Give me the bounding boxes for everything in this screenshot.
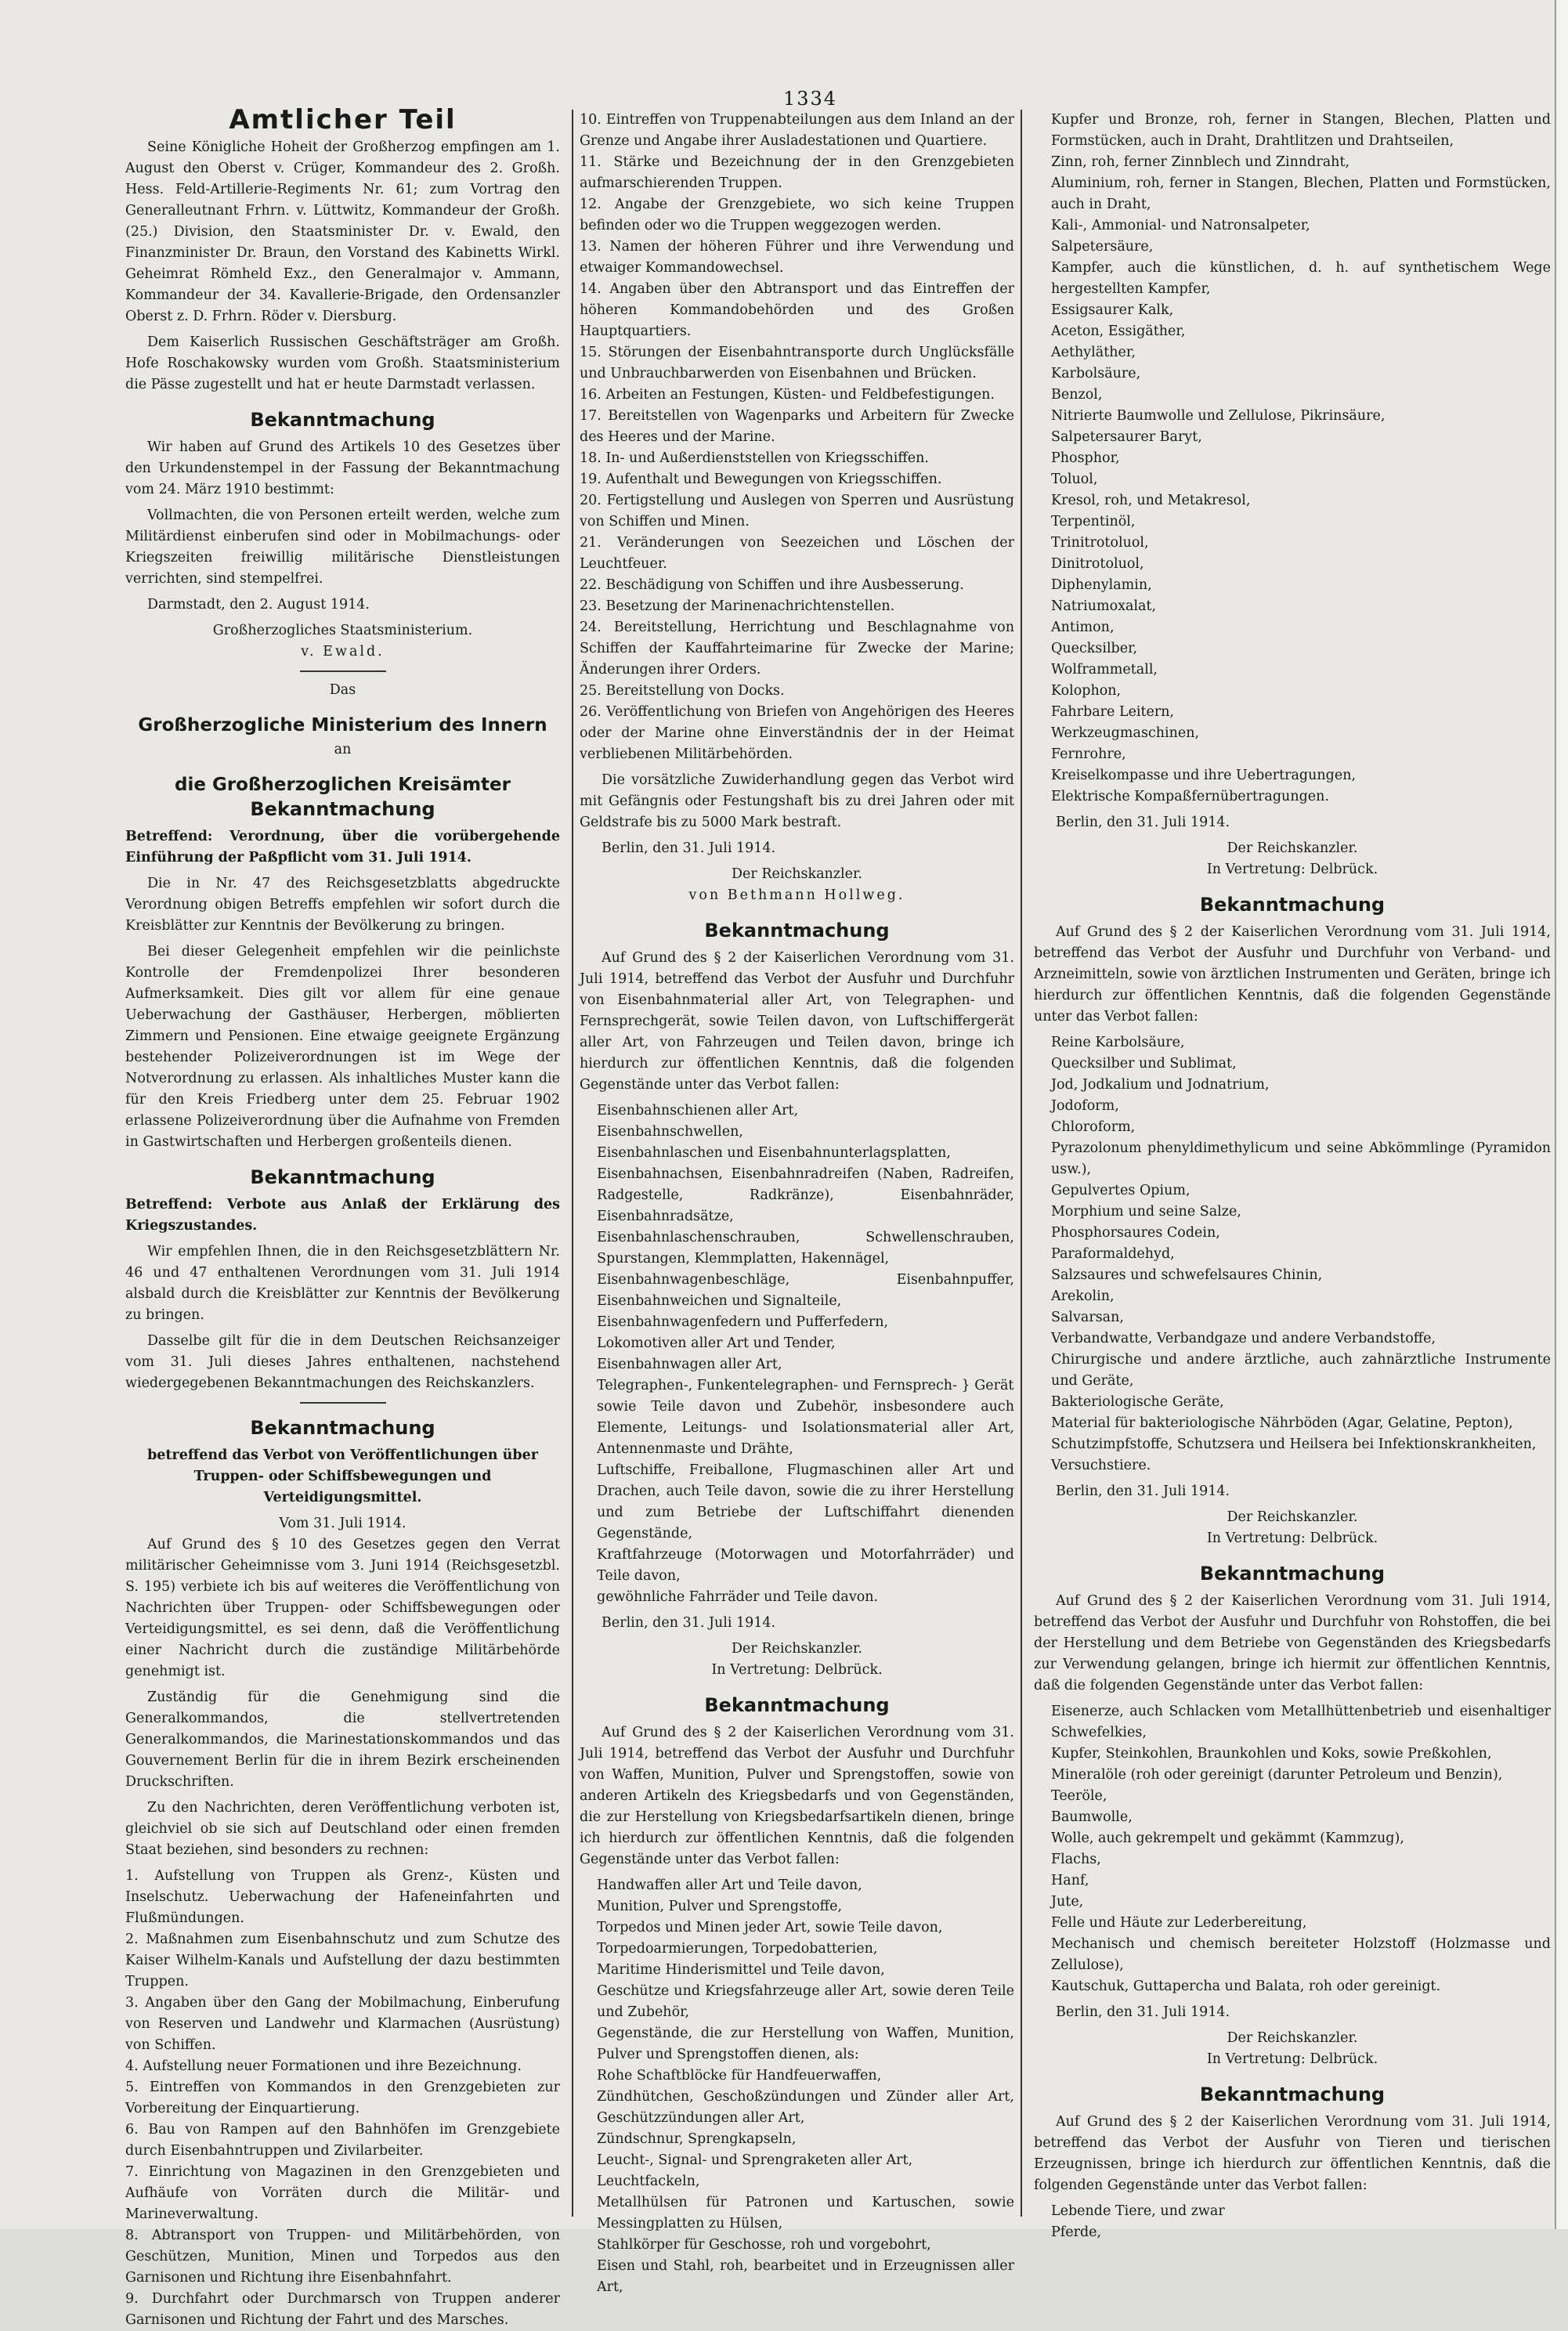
notice-heading: Bekanntmachung: [1199, 2083, 1386, 2105]
list-item: Kreiselkompasse und ihre Uebertragungen,: [1051, 768, 1357, 783]
list-item: Luftschiffe, Freiballone, Flugmaschinen aller Art und Drachen, auch Teile davon, sowie die zu ihrer Herstellung und zum Betriebe der Luftschiffahrt dienenden Gegenstände,: [597, 1462, 1014, 1541]
notice-signature: v. Ewald.: [301, 644, 385, 660]
list-item: Zündschnur, Sprengkapseln,: [597, 2131, 797, 2147]
list-item: Jodoform,: [1051, 1098, 1119, 1114]
list-item: 16. Arbeiten an Festungen, Küsten- und Feldbefestigungen.: [580, 387, 995, 403]
list-item: Metallhülsen für Patronen und Kartuschen, sowie Messingplatten zu Hülsen,: [597, 2195, 1014, 2232]
notice-signature: In Vertretung: Delbrück.: [711, 1662, 883, 1678]
list-item: 2. Maßnahmen zum Eisenbahnschutz und zum Schutze des Kaiser Wilhelm-Kanals und Aufstellung der dazu bestimmten Truppen.: [125, 1932, 560, 1989]
list-item: Reine Karbolsäure,: [1051, 1035, 1185, 1050]
list-item: Salvarsan,: [1051, 1310, 1124, 1325]
notice-text: Die in Nr. 47 des Reichsgesetzblatts abgedruckte Verordnung obigen Betreffs empfehlen wir sofort durch die Kreisblätter zur Kenntnis der Bevölkerung zu bringen.: [125, 876, 560, 934]
notice-signature: In Vertretung: Delbrück.: [1206, 862, 1378, 877]
list-item: Kolophon,: [1051, 683, 1122, 699]
list-item: Gegenstände, die zur Herstellung von Waffen, Munition, Pulver und Sprengstoffen dienen, als:: [597, 2026, 1014, 2062]
list-item: 24. Bereitstellung, Herrichtung und Beschlagnahme von Schiffen der Kauffahrteimarine für Zwecke der Marine; Änderungen ihrer Orders.: [580, 620, 1014, 678]
list-item: 25. Bereitstellung von Docks.: [580, 683, 785, 699]
notice-date: Berlin, den 31. Juli 1914.: [602, 840, 776, 856]
list-item: Fahrbare Leitern,: [1051, 704, 1175, 720]
list-item: 10. Eintreffen von Truppenabteilungen aus dem Inland an der Grenze und Angabe ihrer Ausladestationen und Quartiere.: [580, 112, 1014, 149]
list-item: Kraftfahrzeuge (Motorwagen und Motorfahrräder) und Teile davon,: [597, 1547, 1014, 1584]
list-item: 4. Aufstellung neuer Formationen und ihre Bezeichnung.: [125, 2058, 522, 2074]
notice-text: Auf Grund des § 2 der Kaiserlichen Verordnung vom 31. Juli 1914, betreffend das Verbot der Ausfuhr und Durchfuhr von Waffen, Munition, Pulver und Sprengstoffen, sowie von anderen Artikeln des Kriegsbedarfs und von Gegenständen, die zur Herstellung von Kriegsbedarfsartikeln dienen, bringe ich hierdurch zur öffentlichen Kenntnis, daß die folgenden Gegenstände unter das Verbot fallen:: [580, 1725, 1014, 1867]
notice-subject: betreffend das Verbot von Veröffentlichungen über Truppen- oder Schiffsbewegungen und Verteidigungsmittel.: [147, 1447, 538, 1505]
list-item: Hanf,: [1051, 1873, 1089, 1888]
list-item: Wolframmetall,: [1051, 662, 1158, 678]
list-item: Kupfer und Bronze, roh, ferner in Stangen, Blechen, Platten und Formstücken, auch in Draht, Drahtlitzen und Drahtseilen,: [1051, 112, 1551, 149]
list-item: 15. Störungen der Eisenbahntransporte durch Unglücksfälle und Unbrauchbarwerden von Eisenbahnen und Brücken.: [580, 345, 1014, 381]
list-item: Flachs,: [1051, 1852, 1101, 1867]
list-item: 6. Bau von Rampen auf den Bahnhöfen im Grenzgebiete durch Eisenbahntruppen und Zivilarbeiter.: [125, 2122, 560, 2159]
ministry-article: Das: [329, 682, 356, 698]
court-news: Seine Königliche Hoheit der Großherzog empfingen am 1. August den Oberst v. Crüger, Kommandeur des 2. Großh. Hess. Feld-Artillerie-Regiments Nr. 61; zum Vortrag den Generalleutnant Frhrn. v. Lüttwitz, Kommandeur der Großh. (25.) Division, den Staatsminister Dr. v. Ewald, den Finanzminister Dr. Braun, den Vorstand des Kabinetts Wirkl. Geheimrat Römheld Exz., den Generalmajor v. Ammann, Kommandeur der 34. Kavallerie-Brigade, den Ordensanzler Oberst z. D. Frhrn. Röder v. Diersburg.: [125, 139, 560, 324]
restricted-news-list-cont: [580, 110, 1014, 765]
list-item: Morphium und seine Salze,: [1051, 1204, 1241, 1220]
notice-text: Vollmachten, die von Personen erteilt werden, welche zum Militärdienst einberufen sind oder in Mobilmachungs- oder Kriegszeiten freiwillig militärische Dienstleistungen verrichten, sind stempelfrei.: [125, 508, 560, 587]
notice-heading: Bekanntmachung: [250, 1166, 435, 1188]
russian-envoy-note: Dem Kaiserlich Russischen Geschäftsträger am Großh. Hofe Roschakowsky wurden vom Großh. Staatsministerium die Pässe zugestellt und hat er heute Darmstadt verlassen.: [125, 334, 560, 392]
list-item: Pferde,: [1051, 2224, 1102, 2240]
list-item: Stahlkörper für Geschosse, roh und vorgebohrt,: [597, 2237, 931, 2253]
list-item: Leucht-, Signal- und Sprengraketen aller Art,: [597, 2152, 913, 2168]
notice-office: Der Reichskanzler.: [732, 1641, 862, 1657]
column-2: [572, 110, 1022, 2295]
notice-text: Auf Grund des § 2 der Kaiserlichen Verordnung vom 31. Juli 1914, betreffend das Verbot der Ausfuhr und Durchfuhr von Rohstoffen, die bei der Herstellung und dem Betriebe von Gegenständen des Kriegsbedarfs zur Verwendung gelangen, bringe ich hiermit zur öffentlichen Kenntnis, daß die folgenden Gegenstände unter das Verbot fallen:: [1034, 1593, 1551, 1693]
notice-date: Berlin, den 31. Juli 1914.: [1056, 815, 1230, 830]
list-item: 21. Veränderungen von Seezeichen und Löschen der Leuchtfeuer.: [580, 535, 1014, 572]
list-item: Eisenbahnwagenbeschläge, Eisenbahnpuffer, Eisenbahnweichen und Signalteile,: [597, 1272, 1014, 1309]
list-item: Aethyläther,: [1051, 345, 1136, 360]
list-item: 18. In- und Außerdienststellen von Kriegsschiffen.: [580, 450, 929, 466]
list-item: Lebende Tiere, und zwar: [1051, 2203, 1225, 2219]
list-item: Toluol,: [1051, 472, 1098, 487]
divider: [300, 1402, 386, 1404]
list-item: Zinn, roh, ferner Zinnblech und Zinndraht,: [1051, 154, 1350, 170]
list-item: Pyrazolonum phenyldimethylicum und seine Abkömmlinge (Pyramidon usw.),: [1051, 1140, 1551, 1177]
notice-heading: Bekanntmachung: [1199, 1563, 1386, 1585]
list-item: 7. Einrichtung von Magazinen in den Grenzgebieten und Aufhäufe von Vorräten durch die Militär- und Marineverwaltung.: [125, 2164, 560, 2222]
notice-subject: Betreffend: Verordnung, über die vorübergehende Einführung der Paßpflicht vom 31. Juli 1914.: [125, 829, 560, 866]
medical-goods-list: [1034, 1032, 1551, 1476]
list-item: Lokomotiven aller Art und Tender,: [597, 1335, 836, 1351]
list-item: 20. Fertigstellung und Auslegen von Sperren und Ausrüstung von Schiffen und Minen.: [580, 493, 1014, 529]
notice-date: Berlin, den 31. Juli 1914.: [602, 1615, 776, 1631]
list-item: Gepulvertes Opium,: [1051, 1183, 1190, 1198]
list-item: sowie Teile davon und Zubehör, insbesondere auch Elemente, Leitungs- und Isolationsmaterial aller Art, Antennenmaste und Drähte,: [597, 1399, 1014, 1457]
notice-heading: Bekanntmachung: [250, 798, 435, 820]
list-item: Eisenbahnwagen aller Art,: [597, 1357, 782, 1372]
list-item: Mineralöle (roh oder gereinigt (darunter Petroleum und Benzin),: [1051, 1767, 1503, 1783]
list-item: Kresol, roh, und Metakresol,: [1051, 493, 1251, 508]
notice-text: Auf Grund des § 2 der Kaiserlichen Verordnung vom 31. Juli 1914, betreffend das Verbot der Ausfuhr und Durchfuhr von Verband- und Arzneimitteln, sowie von ärztlichen Instrumenten und Geräten, bringe ich hierdurch zur öffentlichen Kenntnis, daß die folgenden Gegenstände unter das Verbot fallen:: [1034, 924, 1551, 1025]
list-item: Essigsaurer Kalk,: [1051, 302, 1174, 318]
war-goods-list: [580, 1875, 1014, 2298]
list-item: Chloroform,: [1051, 1119, 1136, 1135]
brace-label: Gerät: [974, 1378, 1014, 1393]
scan-edge: [1555, 0, 1568, 2229]
list-item: Bakteriologische Geräte,: [1051, 1394, 1224, 1410]
list-item: Handwaffen aller Art und Teile davon,: [597, 1877, 862, 1893]
list-item: Torpedos und Minen jeder Art, sowie Teile davon,: [597, 1920, 943, 1935]
war-goods-list-cont: [1034, 110, 1551, 808]
notice-text: Auf Grund des § 10 des Gesetzes gegen den Verrat militärischer Geheimnisse vom 3. Juni 1914 (Reichsgesetzbl. S. 195) verbiete ich bis auf weiteres die Veröffentlichung von Nachrichten über Truppen- oder Schiffsbewegungen oder Verteidigungsmittel, es sei denn, daß die Veröffentlichung einer Nachricht durch die zuständige Militärbehörde genehmigt ist.: [125, 1537, 560, 1679]
notice-text: Auf Grund des § 2 der Kaiserlichen Verordnung vom 31. Juli 1914, betreffend das Verbot der Ausfuhr von Tieren und tierischen Erzeugnissen, bringe ich hierdurch zur öffentlichen Kenntnis, daß die folgenden Gegenstände unter das Verbot fallen:: [1034, 2114, 1551, 2193]
notice-date: Darmstadt, den 2. August 1914.: [147, 597, 370, 613]
list-item: 14. Angaben über den Abtransport und das Eintreffen der höheren Kommandobehörden und des Großen Hauptquartiers.: [580, 281, 1014, 339]
list-item: Salzsaures und schwefelsaures Chinin,: [1051, 1267, 1323, 1283]
list-item: Aluminium, roh, ferner in Stangen, Blechen, Platten und Formstücken, auch in Draht,: [1051, 175, 1551, 212]
list-item: 17. Bereitstellen von Wagenparks und Arbeitern für Zwecke des Heeres und der Marine.: [580, 408, 1014, 445]
list-item: 13. Namen der höheren Führer und ihre Verwendung und etwaiger Kommandowechsel.: [580, 239, 1014, 276]
list-item: Nitrierte Baumwolle und Zellulose, Pikrinsäure,: [1051, 408, 1386, 424]
list-item: Kupfer, Steinkohlen, Braunkohlen und Koks, sowie Preßkohlen,: [1051, 1746, 1492, 1762]
list-item: Salpetersaurer Baryt,: [1051, 429, 1202, 445]
notice-date: Berlin, den 31. Juli 1914.: [1056, 1484, 1230, 1499]
list-item: 5. Eintreffen von Kommandos in den Grenzgebieten zur Vorbereitung der Einquartierung.: [125, 2080, 560, 2116]
animals-list: [1034, 2201, 1551, 2243]
notice-office: Der Reichskanzler.: [1227, 1509, 1358, 1525]
list-item: Verbandwatte, Verbandgaze und andere Verbandstoffe,: [1051, 1331, 1436, 1346]
notice-text: Zu den Nachrichten, deren Veröffentlichung verboten ist, gleichviel ob sie sich auf Deutschland oder einen fremden Staat beziehen, sind besonders zu rechnen:: [125, 1800, 560, 1858]
column-3: [1034, 110, 1551, 2240]
list-item: Kautschuk, Guttapercha und Balata, roh oder gereinigt.: [1051, 1979, 1441, 1994]
list-item: Arekolin,: [1051, 1288, 1115, 1304]
ministry-name: Großherzogliche Ministerium des Innern: [138, 715, 547, 735]
raw-materials-list: [1034, 1701, 1551, 1997]
list-item: Kali-, Ammonial- und Natronsalpeter,: [1051, 218, 1310, 233]
list-item: Maritime Hinderismittel und Teile davon,: [597, 1962, 885, 1978]
list-item: Zündhütchen, Geschoßzündungen und Zünder aller Art, Geschützzündungen aller Art,: [597, 2089, 1014, 2126]
notice-date: Vom 31. Juli 1914.: [279, 1516, 406, 1531]
ministry-recipient: die Großherzoglichen Kreisämter: [174, 775, 511, 795]
list-item: 26. Veröffentlichung von Briefen von Angehörigen des Heeres oder der Marine ohne Einverständnis der in der Heimat verbliebenen Militärbehörden.: [580, 704, 1014, 762]
list-item: Paraformaldehyd,: [1051, 1246, 1175, 1262]
list-item: 8. Abtransport von Truppen- und Militärbehörden, von Geschützen, Munition, Minen und Torpedos aus den Garnisonen und Richtung ihre Eisenbahnfahrt.: [125, 2228, 560, 2286]
list-item: Quecksilber,: [1051, 641, 1138, 656]
list-item: Versuchstiere.: [1051, 1458, 1151, 1473]
notice-heading: Bekanntmachung: [704, 1694, 890, 1716]
list-item: Werkzeugmaschinen,: [1051, 725, 1200, 741]
penalty-clause: Die vorsätzliche Zuwiderhandlung gegen das Verbot wird mit Gefängnis oder Festungshaft bis zu drei Jahren oder mit Geldstrafe bis zu 5000 Mark bestraft.: [580, 772, 1014, 830]
notice-signature: In Vertretung: Delbrück.: [1206, 2051, 1378, 2067]
notice-text: Auf Grund des § 2 der Kaiserlichen Verordnung vom 31. Juli 1914, betreffend das Verbot der Ausfuhr und Durchfuhr von Eisenbahnmaterial aller Art, von Telegraphen- und Fernsprechgerät, sowie Teilen davon, von Luftschiffergerät aller Art, von Fahrzeugen und Teilen davon, bringe ich hierdurch zur öffentlichen Kenntnis, daß die folgenden Gegenstände unter das Verbot fallen:: [580, 950, 1014, 1093]
notice-heading: Bekanntmachung: [250, 409, 435, 431]
list-item: Schutzimpfstoffe, Schutzsera und Heilsera bei Infektionskrankheiten,: [1051, 1437, 1537, 1452]
notice-date: Berlin, den 31. Juli 1914.: [1056, 2004, 1230, 2020]
list-item: 12. Angabe der Grenzgebiete, wo sich keine Truppen befinden oder wo die Truppen weggezogen werden.: [580, 197, 1014, 233]
list-item: Teeröle,: [1051, 1788, 1107, 1804]
list-item: 9. Durchfahrt oder Durchmarsch von Truppen anderer Garnisonen und Richtung der Fahrt und des Marsches.: [125, 2291, 560, 2328]
list-item: Phosphor,: [1051, 450, 1120, 466]
list-item: Jute,: [1051, 1894, 1084, 1910]
notice-office: Der Reichskanzler.: [732, 866, 862, 882]
list-item: Terpentinöl,: [1051, 514, 1136, 529]
list-item: Felle und Häute zur Lederbereitung,: [1051, 1915, 1307, 1931]
list-item: Salpetersäure,: [1051, 239, 1154, 255]
list-item: Dinitrotoluol,: [1051, 556, 1144, 572]
list-item: Eisenbahnlaschen und Eisenbahnunterlagsplatten,: [597, 1145, 951, 1161]
list-item: 22. Beschädigung von Schiffen und ihre Ausbesserung.: [580, 577, 964, 593]
page-number: 1334: [783, 88, 838, 110]
railway-goods-list: [580, 1100, 1014, 1608]
list-item: 19. Aufenthalt und Bewegungen von Kriegsschiffen.: [580, 472, 942, 487]
list-item: Geschütze und Kriegsfahrzeuge aller Art, sowie deren Teile und Zubehör,: [597, 1983, 1014, 2020]
notice-signature: In Vertretung: Delbrück.: [1206, 1531, 1378, 1546]
list-item: Diphenylamin,: [1051, 577, 1152, 593]
list-item: Jod, Jodkalium und Jodnatrium,: [1051, 1077, 1270, 1093]
notice-authority: Großherzogliches Staatsministerium.: [212, 623, 473, 638]
list-item: Eisenbahnlaschenschrauben, Schwellenschrauben, Spurstangen, Klemmplatten, Hakennägel,: [597, 1230, 1014, 1267]
list-item: Eisenbahnachsen, Eisenbahnradreifen (Naben, Radreifen, Radgestelle, Radkränze), Eisenbahnräder, Eisenbahnradsätze,: [597, 1166, 1014, 1224]
list-item: Rohe Schaftblöcke für Handfeuerwaffen,: [597, 2068, 882, 2083]
notice-office: Der Reichskanzler.: [1227, 840, 1358, 856]
list-item: Aceton, Essigäther,: [1051, 323, 1186, 339]
list-item: Munition, Pulver und Sprengstoffe,: [597, 1899, 843, 1914]
list-item: Wolle, auch gekrempelt und gekämmt (Kammzug),: [1051, 1830, 1404, 1846]
notice-text: Dasselbe gilt für die in dem Deutschen Reichsanzeiger vom 31. Juli dieses Jahres enthaltenen, nachstehend wiedergegebenen Bekanntmachungen des Reichskanzlers.: [125, 1333, 560, 1391]
list-item: Telegraphen-, Funkentelegraphen- und Fernsprech- } Gerät: [597, 1378, 1014, 1393]
notice-text: Bei dieser Gelegenheit empfehlen wir die peinlichste Kontrolle der Fremdenpolizei Ihrer besonderen Aufmerksamkeit. Dies gilt vor allem für eine genaue Ueberwachung der Gasthäuser, Herbergen, möblierten Zimmern und Pensionen. Eine etwaige geeignete Ergänzung bestehender Polizeiverordnungen ist im Wege der Notverordnung zu erlassen. Als inhaltliches Muster kann die für den Kreis Friedberg unter dem 25. Februar 1902 erlassene Polizeiverordnung über die Aufnahme von Fremden in Gastwirtschaften und Herbergen großenteils dienen.: [125, 944, 560, 1150]
list-item: Kampfer, auch die künstlichen, d. h. auf synthetischem Wege hergestellten Kampfer,: [1051, 260, 1551, 297]
notice-subject: Betreffend: Verbote aus Anlaß der Erklärung des Kriegszustandes.: [125, 1197, 560, 1234]
notice-signature: von Bethmann Hollweg.: [688, 887, 905, 903]
list-item: Eisenerze, auch Schlacken vom Metallhüttenbetrieb und eisenhaltiger Schwefelkies,: [1051, 1704, 1551, 1740]
restricted-news-list: [125, 1866, 560, 2331]
list-item: 11. Stärke und Bezeichnung der in den Grenzgebieten aufmarschierenden Truppen.: [580, 154, 1014, 191]
notice-text: Zuständig für die Genehmigung sind die Generalkommandos, die stellvertretenden Generalkommandos, die Marinestationskommandos und das Gouvernement Berlin für die in ihrem Bezirk erscheinenden Druckschriften.: [125, 1690, 560, 1790]
list-item: Eisenbahnschienen aller Art,: [597, 1103, 799, 1119]
notice-office: Der Reichskanzler.: [1227, 2030, 1358, 2046]
list-item: Phosphorsaures Codein,: [1051, 1225, 1220, 1241]
list-item: Eisen und Stahl, roh, bearbeitet und in Erzeugnissen aller Art,: [597, 2258, 1014, 2295]
list-item: Eisenbahnwagenfedern und Pufferfedern,: [597, 1314, 889, 1330]
list-item: Torpedoarmierungen, Torpedobatterien,: [597, 1941, 878, 1957]
notice-text: Wir haben auf Grund des Artikels 10 des Gesetzes über den Urkundenstempel in der Fassung der Bekanntmachung vom 24. März 1910 bestimmt:: [125, 439, 560, 497]
ministry-an: an: [334, 742, 352, 757]
list-item: Natriumoxalat,: [1051, 598, 1157, 614]
list-item: Fernrohre,: [1051, 746, 1126, 762]
list-item: 1. Aufstellung von Truppen als Grenz-, Küsten und Inselschutz. Ueberwachung der Hafeneinfahrten und Flußmündungen.: [125, 1868, 560, 1926]
list-item: Benzol,: [1051, 387, 1103, 403]
list-item: Karbolsäure,: [1051, 366, 1141, 381]
list-item: gewöhnliche Fahrräder und Teile davon.: [597, 1589, 879, 1605]
list-item: Elektrische Kompaßfernübertragungen.: [1051, 789, 1329, 804]
list-item: Baumwolle,: [1051, 1809, 1133, 1825]
list-item: Antimon,: [1051, 620, 1115, 635]
list-item: Leuchtfackeln,: [597, 2174, 700, 2189]
notice-heading: Bekanntmachung: [250, 1417, 435, 1439]
column-1: [125, 104, 560, 2328]
list-item: Trinitrotoluol,: [1051, 535, 1149, 551]
list-item: Mechanisch und chemisch bereiteter Holzstoff (Holzmasse und Zellulose),: [1051, 1936, 1551, 1973]
list-item: Chirurgische und andere ärztliche, auch zahnärztliche Instrumente und Geräte,: [1051, 1352, 1551, 1389]
section-title: Amtlicher Teil: [229, 104, 457, 136]
list-item: Quecksilber und Sublimat,: [1051, 1056, 1237, 1072]
list-item: Eisenbahnschwellen,: [597, 1124, 743, 1140]
notice-heading: Bekanntmachung: [1199, 894, 1386, 916]
telegraph-items: Telegraphen-, Funkentelegraphen- und Fernsprech-: [597, 1378, 957, 1393]
list-item: Material für bakteriologische Nährböden (Agar, Gelatine, Pepton),: [1051, 1415, 1513, 1431]
list-item: 3. Angaben über den Gang der Mobilmachung, Einberufung von Reserven und Landwehr und Klarmachen (Ausrüstung) von Schiffen.: [125, 1995, 560, 2053]
list-item: 23. Besetzung der Marinenachrichtenstellen.: [580, 598, 895, 614]
notice-text: Wir empfehlen Ihnen, die in den Reichsgesetzblättern Nr. 46 und 47 enthaltenen Verordnungen vom 31. Juli 1914 alsbald durch die Kreisblätter zur Kenntnis der Bevölkerung zu bringen.: [125, 1244, 560, 1323]
notice-heading: Bekanntmachung: [704, 920, 890, 941]
divider: [300, 670, 386, 672]
